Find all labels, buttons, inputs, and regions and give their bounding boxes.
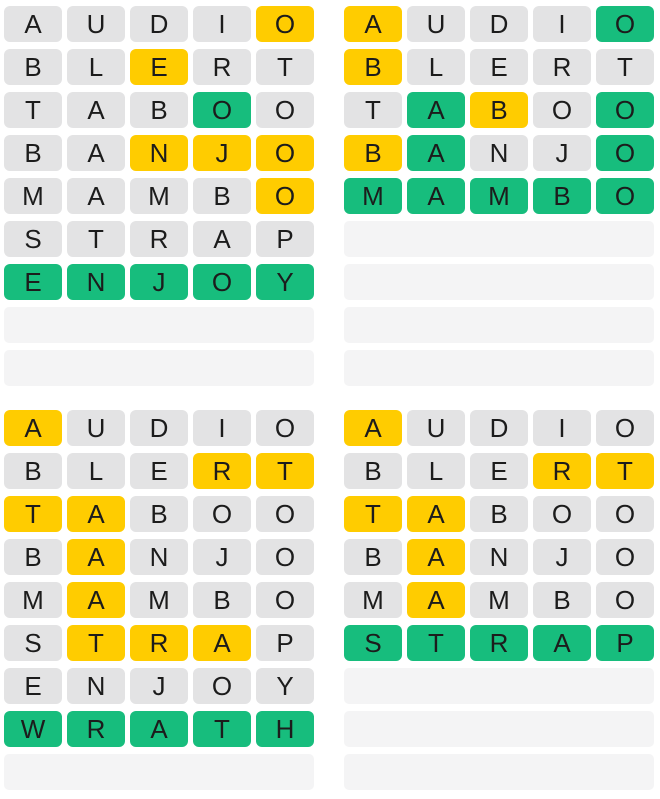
grid-top-left xyxy=(4,6,314,386)
letter-tile: O xyxy=(193,496,251,532)
letter-tile: U xyxy=(67,6,125,42)
letter-tile: O xyxy=(256,496,314,532)
letter-tile: B xyxy=(130,92,188,128)
letter-tile: J xyxy=(193,539,251,575)
letter-tile: J xyxy=(533,135,591,171)
empty-row xyxy=(344,221,654,257)
letter-tile: O xyxy=(256,410,314,446)
letter-tile: U xyxy=(407,410,465,446)
letter-tile: O xyxy=(596,135,654,171)
guess-row xyxy=(344,410,654,446)
guess-row xyxy=(344,178,654,214)
letter-tile: O xyxy=(256,6,314,42)
letter-tile: D xyxy=(470,410,528,446)
letter-tile: B xyxy=(4,49,62,85)
guess-row xyxy=(4,135,314,171)
letter-tile: O xyxy=(256,539,314,575)
letter-tile: A xyxy=(407,135,465,171)
letter-tile: A xyxy=(67,135,125,171)
letter-tile: U xyxy=(67,410,125,446)
letter-tile: B xyxy=(470,496,528,532)
letter-tile: M xyxy=(130,178,188,214)
letter-tile: A xyxy=(67,178,125,214)
letter-tile: L xyxy=(407,453,465,489)
letter-tile: R xyxy=(193,49,251,85)
letter-tile: B xyxy=(130,496,188,532)
letter-tile: L xyxy=(67,453,125,489)
letter-tile: B xyxy=(533,582,591,618)
letter-tile: D xyxy=(130,6,188,42)
letter-tile: O xyxy=(193,668,251,704)
letter-tile: T xyxy=(67,625,125,661)
letter-tile: J xyxy=(130,264,188,300)
guess-row xyxy=(344,496,654,532)
letter-tile: R xyxy=(533,453,591,489)
guess-row xyxy=(4,221,314,257)
letter-tile: N xyxy=(470,539,528,575)
grid-bottom-right xyxy=(344,410,654,790)
letter-tile: E xyxy=(470,49,528,85)
letter-tile: E xyxy=(470,453,528,489)
letter-tile: N xyxy=(67,668,125,704)
letter-tile: N xyxy=(130,135,188,171)
guess-row xyxy=(344,625,654,661)
guess-row xyxy=(4,539,314,575)
letter-tile: O xyxy=(193,264,251,300)
letter-tile: B xyxy=(344,539,402,575)
letter-tile: T xyxy=(344,496,402,532)
letter-tile: R xyxy=(67,711,125,747)
letter-tile: O xyxy=(596,6,654,42)
letter-tile: M xyxy=(4,582,62,618)
letter-tile: O xyxy=(256,178,314,214)
empty-row xyxy=(4,350,314,386)
letter-tile: P xyxy=(596,625,654,661)
letter-tile: A xyxy=(344,410,402,446)
letter-tile: M xyxy=(130,582,188,618)
letter-tile: S xyxy=(4,625,62,661)
guess-row xyxy=(4,178,314,214)
letter-tile: R xyxy=(470,625,528,661)
letter-tile: P xyxy=(256,221,314,257)
letter-tile: D xyxy=(130,410,188,446)
letter-tile: T xyxy=(407,625,465,661)
letter-tile: A xyxy=(67,92,125,128)
guess-row xyxy=(344,539,654,575)
guess-row xyxy=(344,453,654,489)
letter-tile: E xyxy=(130,453,188,489)
letter-tile: B xyxy=(4,539,62,575)
letter-tile: S xyxy=(4,221,62,257)
guess-row xyxy=(344,582,654,618)
letter-tile: B xyxy=(344,453,402,489)
letter-tile: Y xyxy=(256,668,314,704)
letter-tile: R xyxy=(533,49,591,85)
letter-tile: B xyxy=(193,582,251,618)
letter-tile: P xyxy=(256,625,314,661)
letter-tile: B xyxy=(344,49,402,85)
letter-tile: B xyxy=(344,135,402,171)
letter-tile: A xyxy=(4,6,62,42)
letter-tile: O xyxy=(596,178,654,214)
letter-tile: I xyxy=(193,410,251,446)
letter-tile: H xyxy=(256,711,314,747)
guess-row xyxy=(344,6,654,42)
grid-bottom-left xyxy=(4,410,314,790)
letter-tile: I xyxy=(533,410,591,446)
letter-tile: O xyxy=(193,92,251,128)
letter-tile: S xyxy=(344,625,402,661)
letter-tile: R xyxy=(130,221,188,257)
grid-top-right xyxy=(344,6,654,386)
empty-row xyxy=(344,264,654,300)
letter-tile: E xyxy=(130,49,188,85)
letter-tile: N xyxy=(67,264,125,300)
guess-row xyxy=(344,135,654,171)
letter-tile: J xyxy=(130,668,188,704)
letter-tile: O xyxy=(256,582,314,618)
letter-tile: T xyxy=(596,49,654,85)
letter-tile: T xyxy=(256,49,314,85)
guess-row xyxy=(4,668,314,704)
letter-tile: T xyxy=(4,496,62,532)
letter-tile: A xyxy=(67,582,125,618)
letter-tile: N xyxy=(130,539,188,575)
letter-tile: B xyxy=(193,178,251,214)
letter-tile: O xyxy=(256,135,314,171)
letter-tile: D xyxy=(470,6,528,42)
letter-tile: O xyxy=(596,92,654,128)
letter-tile: T xyxy=(344,92,402,128)
letter-tile: M xyxy=(4,178,62,214)
letter-tile: O xyxy=(596,539,654,575)
letter-tile: L xyxy=(407,49,465,85)
letter-tile: T xyxy=(4,92,62,128)
letter-tile: T xyxy=(256,453,314,489)
letter-tile: B xyxy=(470,92,528,128)
guess-row xyxy=(4,453,314,489)
letter-tile: B xyxy=(4,453,62,489)
letter-tile: O xyxy=(256,92,314,128)
guess-row xyxy=(344,49,654,85)
letter-tile: L xyxy=(67,49,125,85)
letter-tile: R xyxy=(193,453,251,489)
letter-tile: J xyxy=(193,135,251,171)
letter-tile: A xyxy=(407,92,465,128)
letter-tile: A xyxy=(193,625,251,661)
guess-row xyxy=(4,49,314,85)
letter-tile: I xyxy=(193,6,251,42)
letter-tile: T xyxy=(67,221,125,257)
letter-tile: J xyxy=(533,539,591,575)
empty-row xyxy=(344,711,654,747)
empty-row xyxy=(344,668,654,704)
letter-tile: A xyxy=(193,221,251,257)
letter-tile: W xyxy=(4,711,62,747)
letter-tile: A xyxy=(67,496,125,532)
letter-tile: A xyxy=(67,539,125,575)
letter-tile: A xyxy=(407,582,465,618)
letter-tile: B xyxy=(533,178,591,214)
guess-row xyxy=(4,92,314,128)
empty-row xyxy=(4,754,314,790)
letter-tile: I xyxy=(533,6,591,42)
letter-tile: M xyxy=(344,178,402,214)
letter-tile: O xyxy=(533,92,591,128)
letter-tile: M xyxy=(470,582,528,618)
letter-tile: A xyxy=(130,711,188,747)
empty-row xyxy=(4,307,314,343)
letter-tile: A xyxy=(407,539,465,575)
letter-tile: E xyxy=(4,264,62,300)
letter-tile: U xyxy=(407,6,465,42)
guess-row xyxy=(4,496,314,532)
guess-row xyxy=(4,410,314,446)
letter-tile: O xyxy=(596,582,654,618)
letter-tile: T xyxy=(596,453,654,489)
guess-row xyxy=(4,711,314,747)
letter-tile: E xyxy=(4,668,62,704)
letter-tile: R xyxy=(130,625,188,661)
letter-tile: M xyxy=(470,178,528,214)
letter-tile: O xyxy=(596,410,654,446)
letter-tile: A xyxy=(407,178,465,214)
letter-tile: O xyxy=(533,496,591,532)
guess-row xyxy=(4,6,314,42)
letter-tile: N xyxy=(470,135,528,171)
guess-row xyxy=(4,582,314,618)
guess-row xyxy=(4,625,314,661)
guess-row xyxy=(344,92,654,128)
letter-tile: O xyxy=(596,496,654,532)
empty-row xyxy=(344,350,654,386)
letter-tile: T xyxy=(193,711,251,747)
guess-row xyxy=(4,264,314,300)
letter-tile: A xyxy=(344,6,402,42)
letter-tile: A xyxy=(4,410,62,446)
letter-tile: Y xyxy=(256,264,314,300)
letter-tile: B xyxy=(4,135,62,171)
empty-row xyxy=(344,754,654,790)
empty-row xyxy=(344,307,654,343)
letter-tile: A xyxy=(407,496,465,532)
letter-tile: M xyxy=(344,582,402,618)
letter-tile: A xyxy=(533,625,591,661)
